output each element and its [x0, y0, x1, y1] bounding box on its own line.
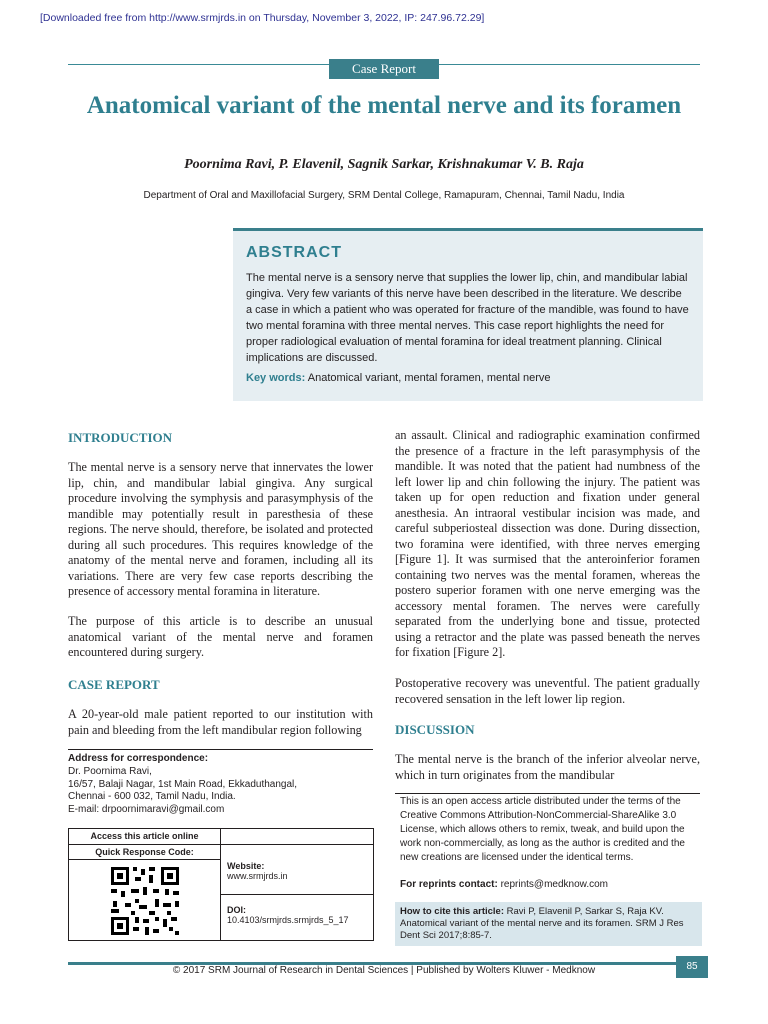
article-title: Anatomical variant of the mental nerve and its foramen	[86, 92, 682, 119]
introduction-paragraph-1: The mental nerve is a sensory nerve that innervates the lower lip, chin, and mandibular labial gingiva. Any surgical procedure involving the symphysis and parasymphysis of the mandible may potentially result in paresthesia of these regions. The nerve should, therefore, be isolated and protected during all such procedures. This requires knowledge of the anatomy of the mental nerve and foramen, including all its variations. There are very few case reports describing the presence of accessory mental foramina in literature.	[68, 460, 373, 598]
correspondence-address-1: 16/57, Balaji Nagar, 1st Main Road, Ekkaduthangal,	[68, 778, 298, 790]
abstract-text: The mental nerve is a sensory nerve that supplies the lower lip, chin, and mandibular labial gingiva. Very few variants of this nerve have been described in the literature. We describe a case in which a patient who was operated for fracture of the mandible, was found to have two mental foramina with three mental nerves. This case report highlights the need for proper radiological evaluation of mental foramina for ideal treatment planning. Clinical implications are discussed.	[246, 272, 689, 364]
introduction-paragraph-2: The purpose of this article is to describe an unusual anatomical variant of the mental nerve and foramen encountered during surgery.	[68, 614, 373, 659]
introduction-heading: INTRODUCTION	[68, 430, 173, 445]
affiliation: Department of Oral and Maxillofacial Surgery, SRM Dental College, Ramapuram, Chennai, Tamil Nadu, India	[143, 190, 625, 201]
website-cell	[221, 845, 373, 895]
qr-cell	[69, 845, 221, 940]
section-tag: Case Report	[329, 59, 439, 79]
correspondence-rule	[68, 749, 373, 750]
reprints-email[interactable]: reprints@medknow.com	[500, 879, 608, 890]
license-rule	[395, 793, 700, 794]
correspondence-block	[68, 753, 373, 817]
citation-label: How to cite this article:	[400, 906, 504, 917]
doi-link[interactable]: 10.4103/srmjrds.srmjrds_5_17	[227, 915, 349, 925]
keywords-label: Key words:	[246, 372, 306, 384]
correspondence-label: Address for correspondence:	[68, 753, 209, 764]
author-list: Poornima Ravi, P. Elavenil, Sagnik Sarkar, Krishnakumar V. B. Raja	[184, 157, 584, 172]
qr-code-icon[interactable]	[109, 865, 181, 937]
access-header: Access this article online	[69, 829, 221, 845]
reprints-line	[400, 879, 698, 890]
reprints-label: For reprints contact:	[400, 879, 498, 890]
case-report-heading: CASE REPORT	[68, 677, 160, 692]
doi-cell	[221, 895, 373, 940]
doi-label: DOI:	[227, 905, 246, 915]
correspondence-name: Dr. Poornima Ravi,	[68, 765, 152, 777]
correspondence-email: E-mail: drpoornimaravi@gmail.com	[68, 804, 225, 816]
discussion-paragraph: The mental nerve is the branch of the inferior alveolar nerve, which in turn originates from the mandibular	[395, 752, 700, 782]
case-report-continued: an assault. Clinical and radiographic examination confirmed the presence of a fracture in the left parasymphysis of the mandible. It was noted that the patient had numbness of the left lower lip and chin following the injury. The patient was taken up for open reduction and fixation under general anesthesia. An intraoral vestibular incision was made, and careful subperiosteal dissection was done. During dissection, two foramina were identified, with three nerves emerging [Figure 1]. It was surmised that the anteroinferior foramen containing two nerves was the mental foramen, whereas the postero superior foramen with one nerve emerging was the accessory mental foramen. The nerves were carefully separated from the underlying bone and tissue, protected using a retractor and the plate was passed beneath the nerves for fixation [Figure 2].	[395, 428, 700, 659]
footer-copyright: © 2017 SRM Journal of Research in Dental Sciences | Published by Wolters Kluwer - Medknow	[172, 965, 596, 976]
correspondence-address-2: Chennai - 600 032, Tamil Nadu, India.	[68, 791, 236, 803]
case-report-paragraph: A 20-year-old male patient reported to our institution with pain and bleeding from the left mandibular region following	[68, 707, 373, 737]
citation	[400, 906, 698, 941]
qr-label: Quick Response Code:	[95, 847, 194, 857]
citation-text: Ravi P, Elavenil P, Sarkar S, Raja KV. Anatomical variant of the mental nerve and its foramen. SRM J Res Dent Sci 2017;8:85-7.	[400, 906, 684, 941]
recovery-paragraph: Postoperative recovery was uneventful. The patient gradually recovered sensation in the left lower lip region.	[395, 676, 700, 706]
keywords-value: Anatomical variant, mental foramen, mental nerve	[307, 372, 551, 384]
discussion-heading: DISCUSSION	[395, 722, 475, 737]
keywords	[246, 372, 690, 384]
website-label: Website:	[227, 861, 265, 871]
website-link[interactable]: www.srmjrds.in	[227, 871, 288, 881]
page-number: 85	[676, 956, 708, 978]
download-note: [Downloaded free from http://www.srmjrds.in on Thursday, November 3, 2022, IP: 247.96.72.29]	[40, 12, 485, 24]
access-article-table	[68, 828, 374, 941]
access-header-empty	[221, 829, 373, 845]
license-text: This is an open access article distributed under the terms of the Creative Commons Attribution-NonCommercial-ShareAlike 3.0 License, which allows others to remix, tweak, and build upon the work non-commercially, as long as the author is credited and the new creations are licensed under the identical terms.	[400, 796, 685, 863]
abstract-heading: ABSTRACT	[246, 244, 342, 261]
qr-divider	[69, 859, 220, 860]
